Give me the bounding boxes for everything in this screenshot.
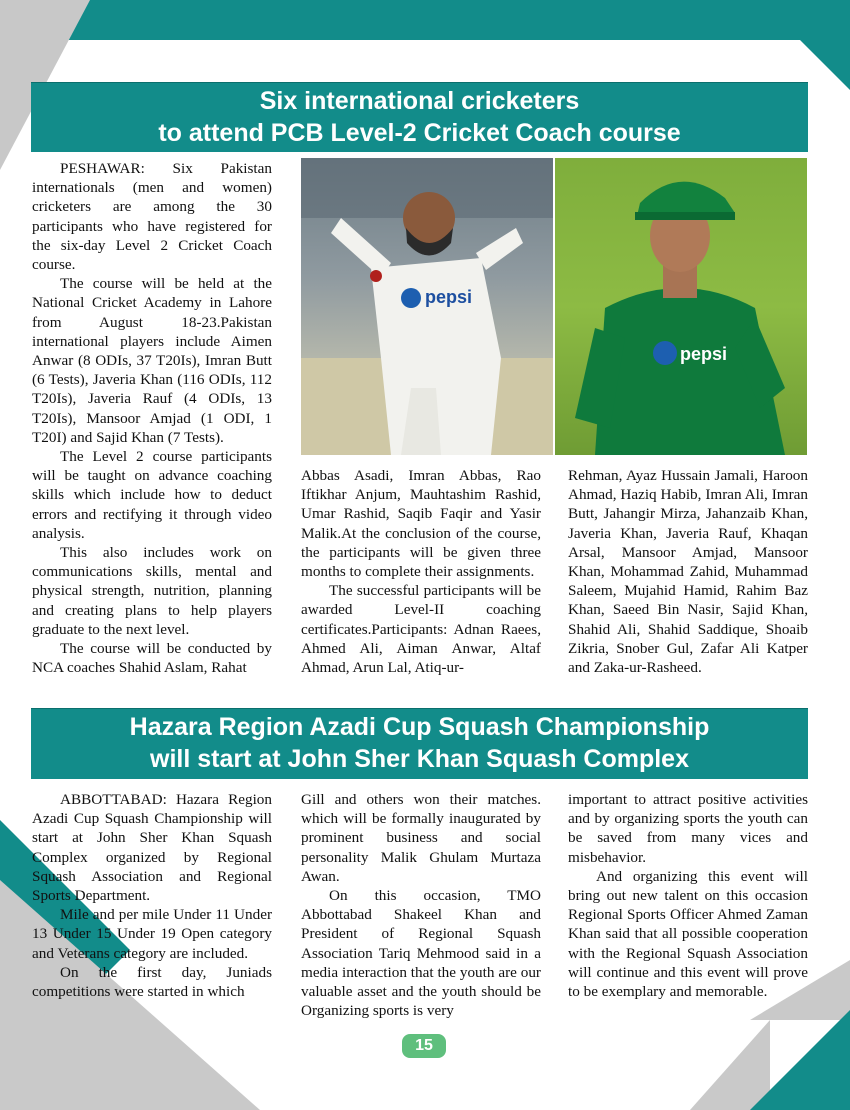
photo2-logo-text: pepsi [680,344,728,364]
page-number: 15 [402,1034,446,1058]
article2-headline-line1: Hazara Region Azadi Cup Squash Championship [129,713,710,741]
photo-female-cricketer [555,158,807,455]
female-cricketer-illustration [555,158,807,455]
bottom-right-teal-triangle [750,1010,850,1110]
article1-headline-line2: to attend PCB Level-2 Cricket Coach course [158,119,681,147]
cricketer-bowling-illustration [301,158,553,455]
paragraph: The successful participants will be awarded Level-II coaching certificates.Participants: Adnan Raees, Ahmed Ali, Aiman Anwar, Altaf Ahmad, Arun Lal, Atiq-ur- [301,582,541,677]
paragraph: PESHAWAR: Six Pakistan internationals (men and women) cricketers are among the 30 participants who have registered for the six-day Level 2 Cricket Coach course. [32,160,272,274]
photo1-logo-text: pepsi [425,287,473,307]
article1-column-3 [568,466,808,677]
paragraph: important to attract positive activities and by organizing sports the youth can be saved from many vices and misbehavior. [568,791,808,866]
article1-column-2 [301,466,541,677]
article2-column-2 [301,790,541,1020]
photo-cricketer-bowling [301,158,553,455]
paragraph: Gill and others won their matches. which will be formally inaugurated by prominent business and social personality Malik Ghulam Murtaza Awan. [301,791,541,885]
paragraph: Rehman, Ayaz Hussain Jamali, Haroon Ahmad, Haziq Habib, Imran Ali, Imran Butt, Jahangir Mirza, Jahanzaib Khan, Javeria Khan, Javeria Rauf, Khaqan Arsal, Mansoor Amjad, Mansoor Khan, Mohammad Zahid, Muhammad Saleem, Mujahid Hamid, Rahim Baz Khan, Saeed Bin Nasir, Sajid Khan, Shahid Ali, Shahid Saddique, Shoaib Zikria, Snober Gul, Zafar Ali Katper and Zaka-ur-Rasheed. [568,467,808,677]
paragraph: Abbas Asadi, Imran Abbas, Rao Iftikhar Anjum, Mauhtashim Rashid, Umar Rashid, Saqib Faqir and Yasir Malik.At the conclusion of the course, the participants will be given three months to complete their assignments. [301,467,541,581]
paragraph: The course will be conducted by NCA coaches Shahid Aslam, Rahat [32,640,272,677]
article2-headline-line2: will start at John Sher Khan Squash Complex [150,745,689,773]
article2-column-3 [568,790,808,1001]
article1-column-1 [32,159,272,677]
paragraph: On this occasion, TMO Abbottabad Shakeel Khan and President of Regional Squash Association Tariq Mehmood said in a media interaction that the youth are our valuable asset and the youth should be Organizing sports is very [301,887,541,1020]
article1-headline-line1: Six international cricketers [259,87,580,115]
paragraph: The course will be held at the National Cricket Academy in Lahore from August 18-23.Pakistan international players include Aimen Anwar (8 ODIs, 37 T20Is), Imran Butt (6 Tests), Javeria Khan (116 ODIs, 112 T20Is), Javeria Rauf (4 ODIs, 13 T20Is), Mansoor Amjad (1 ODI, 1 T20I) and Sajid Khan (7 Tests). [32,275,272,446]
article2-column-1 [32,790,272,1001]
paragraph: And organizing this event will bring out new talent on this occasion Regional Sports Officer Ahmed Zaman Khan said that all possible cooperation with the Regional Squash Association will continue and this event will prove to be exemplary and memorable. [568,867,808,1001]
paragraph: Mile and per mile Under 11 Under 13 Under 15 Under 19 Open category and Veterans category are included. [32,906,272,962]
paragraph: The Level 2 course participants will be taught on advance coaching skills which include how to deduct errors and rectifying it through video analysis. [32,448,272,542]
article1-headline [31,82,808,152]
top-right-teal-triangle [760,0,850,90]
paragraph: This also includes work on communications skills, mental and physical strength, nutrition, planning and creating plans to help players graduate to the next level. [32,544,272,638]
paragraph: On the first day, Juniads competitions were started in which [32,963,272,1001]
top-band [0,0,850,40]
article2-headline [31,708,808,779]
paragraph: ABBOTTABAD: Hazara Region Azadi Cup Squash Championship will start at John Sher Khan Squash Complex organized by Regional Squash Association and Regional Sports Department. [32,791,272,905]
